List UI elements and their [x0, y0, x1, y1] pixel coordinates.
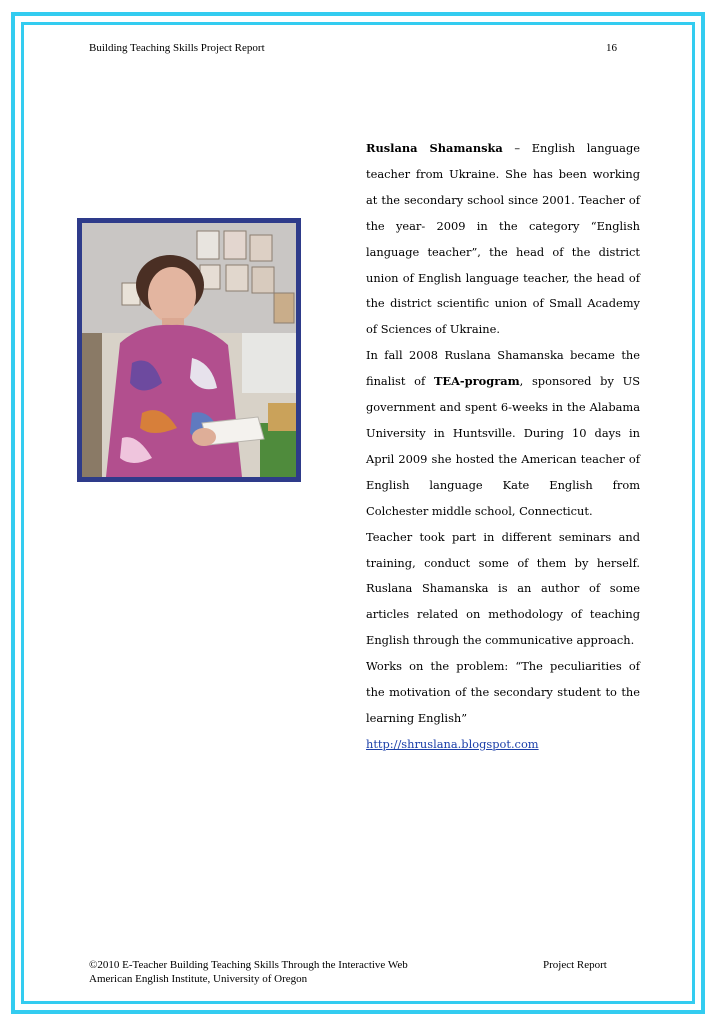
bio-para2-before: In fall 2008 Ruslana Shamanska became the finalist of	[366, 348, 640, 389]
bio-paragraph-1	[366, 136, 640, 343]
footer-project-report: Project Report	[543, 959, 607, 971]
bio-paragraph-2	[366, 343, 640, 524]
bio-intro: – English language teacher from Ukraine. She has been working at the secondary school since 2001. Teacher of the year- 2009 in the category “English language teacher”, the head of the district union of English language teacher, the head of the district scientific union of Small Academy of Sciences of Ukraine.	[366, 141, 640, 337]
bio-program: TEA-program	[433, 374, 520, 389]
bio-paragraph-3: Teacher took part in different seminars and training, conduct some of them by herself. Ruslana Shamanska is an author of some articles related on methodology of teaching English through the communicative approach.	[366, 529, 640, 648]
header-page-number: 16	[606, 42, 617, 54]
bio-para2-after: , sponsored by US government and spent 6-weeks in the Alabama University in Huntsville. During 10 days in April 2009 she hosted the American teacher of English language Kate English from Colchester middle school, Connecticut.	[366, 374, 641, 518]
header-title: Building Teaching Skills Project Report	[89, 42, 265, 54]
footer-institute: American English Institute, University of Oregon	[89, 973, 308, 985]
bio-text	[366, 136, 640, 758]
photo-frame	[77, 218, 301, 482]
bio-link-paragraph	[366, 732, 640, 758]
bio-name: Ruslana Shamanska	[366, 141, 503, 155]
portrait-photo-icon	[82, 223, 296, 477]
blog-link[interactable]: http://shruslana.blogspot.com	[366, 736, 539, 751]
bio-paragraph-4: Works on the problem: “The peculiarities of the motivation of the secondary student to the learning English”	[366, 659, 640, 725]
footer-copyright: ©2010 E-Teacher Building Teaching Skills Through the Interactive Web	[89, 959, 408, 971]
